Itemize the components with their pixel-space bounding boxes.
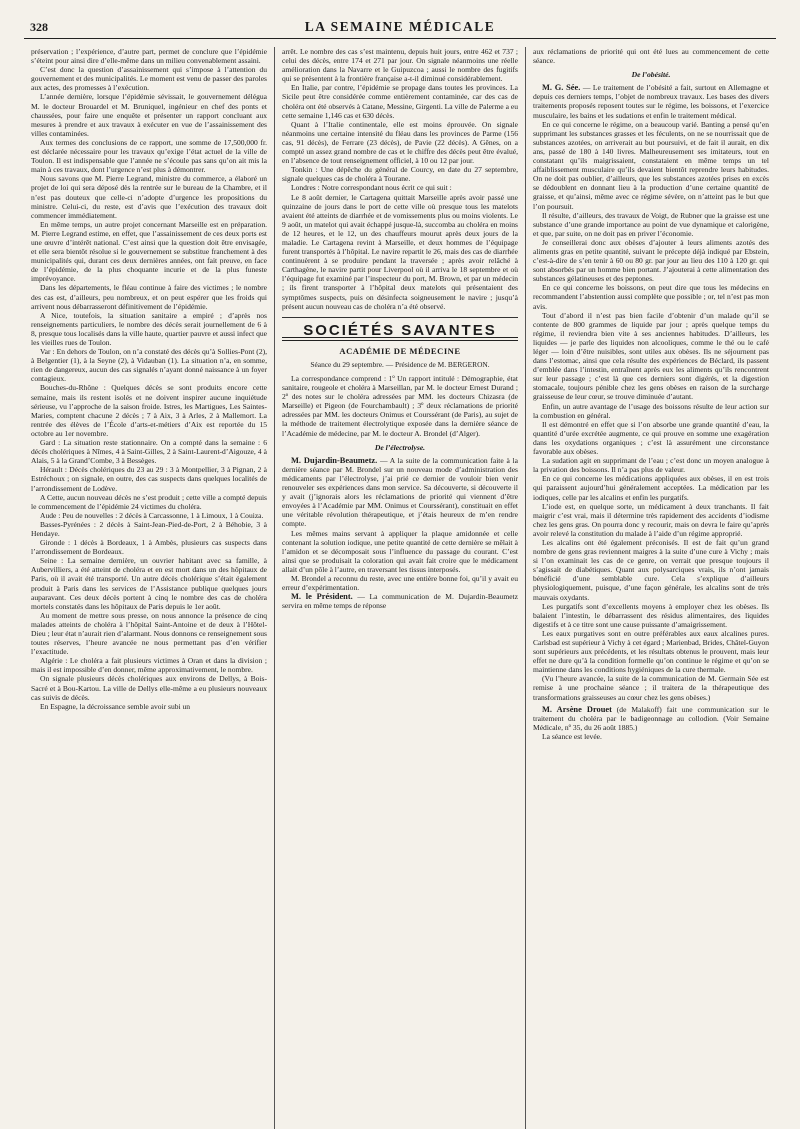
paragraph: C’est donc la question d’assainissement qui s’impose à l’attention du gouvernement et des municipalités. Le moment est venu de passer des paroles aux actes, des promesses à l’exécution. [31,65,267,93]
paragraph: (de Malakoff) fait une communication sur le traitement du choléra par le badigeonnage au collodion. (Voir Semaine Médicale, nº 35, du 26 août 1885.) [533,704,769,732]
paragraph: Le 8 août dernier, le Cartagena quittait Marseille après avoir passé une quinzaine de jours dans le port de cette ville où presque tous les matelots avaient été atteints de diarrhée et de vomissements plus ou moins violents. Le 9 août, un matelot qui avait échappé jusque-là, succomba au choléra en moins de 12 heures, et le 12, un des chauffeurs mourut après deux jours de la maladie. Le Cartagena revint à Marseille, et deux hommes de l’équipage furent transportés à l’hôpital. Le navire repartit le 26, mais des cas de diarrhée continuèrent à se produire pendant la traversée ; après avoir relâché à Carthagène, le navire partit pour Liverpool où il arriva le 18 septembre et où l’équipage fut examiné par l’inspecteur du port, M. Brown, et par un médecin ; ils firent transporter à l’hôpital deux matelots qui présentaient des symptômes suspects, puis on désinfecta soigneusement le navire ; jusqu’à présent aucun nouveau cas de choléra n’a été observé. [282,192,518,311]
speaker-dujardin: M. Dujardin-Beaumetz. [291,455,378,465]
subhead-electrolyse: De l’électrolyse. [374,442,426,452]
paragraph: arrêt. Le nombre des cas s’est maintenu, depuis huit jours, entre 462 et 737 ; celui des décès, entre 174 et 271 par jour. On signale néanmoins une réelle amélioration dans la Navarre et le Guipuzcoa ; aussi le nombre des fugitifs qui se présentent à la frontière française a-t-il diminué considérablement. [282,47,518,84]
paragraph: Var : En dehors de Toulon, on n’a constaté des décès qu’à Sollies-Pont (2), à Belgentier (1), à la Seyne (2), à Vidauban (1). La situation n’a, en somme, rien de dangereux, aucun des cas signalés n’ayant donné naissance à un foyer contagieux. [31,347,267,384]
paragraph: Aux termes des conclusions de ce rapport, une somme de 17,500,000 fr. est déclarée nécessaire pour les travaux qu’exige l’état actuel de la ville de Toulon. Il est indispensable que l’année ne s’écoule pas sans qu’on ait mis la main à ces travaux, dont l’urgence n’est plus à démontrer. [31,137,267,175]
columns [24,47,776,1129]
paragraph: aux réclamations de priorité qui ont été lues au commencement de cette séance. [533,47,769,66]
paragraph: Les alcalins ont été également préconisés. Il est de fait qu’un grand nombre de gens gras reviennent maigres à la suite d’une cure à Vichy ; mais si l’on examinait les cas de ce genre, on verrait que presque toujours il s’agissait de diabétiques. Quant aux polysarciques vrais, ils n’ont jamais bénéficié d’une semblable cure. Cela s’explique d’ailleurs physiologiquement, puisque, d’une façon générale, les alcalins sont de très mauvais oxydants. [533,537,769,602]
paragraph: On signale plusieurs décès cholériques aux environs de Dellys, à Bois-Sacré et à Bou-Kartou. La ville de Dellys elle-même a eu plusieurs nouveaux cas suivis de décès. [31,674,267,702]
paragraph: Seine : La semaine dernière, un ouvrier habitant avec sa famille, à Aubervilliers, a été atteint de choléra et en est mort dans un des hôpitaux de Paris, où il avait été transporté. Un autre décès cholérique s’était également produit à Paris dans les services de l’Assistance publique quelques jours auparavant. Ces deux décès portent à cinq le nombre des cas de choléra mortels constatés dans les hôpitaux de Paris depuis le 1er août. [31,556,267,611]
paragraph: préservation ; l’expérience, d’autre part, permet de conclure que l’épidémie s’éteint pour ainsi dire d’elle-même dans un milieu convenablement assaini. [31,47,267,66]
paragraph: — A la suite de la communication faite à la dernière séance par M. Brondel sur un nouveau mode d’administration des médicaments par l’électrolyse, j’ai prié ce dernier de vouloir bien venir renouveler ses expériences dans mon service. Sa découverte, si découverte il y avait (j’ignorais alors les réclamations de priorité qui viennent d’être envoyées à l’Académie par MM. Onimus et Courssérant), constituait en effet une véritable révolution thérapeutique, et j’étais heureux de m’en rendre compte. [282,455,518,529]
column-2 [274,47,525,1129]
paragraph: — Le traitement de l’obésité a fait, surtout en Allemagne et depuis ces derniers temps, l’objet de nombreux travaux. Les bases des divers traitements proposés reposent toutes sur le régime, les boissons, et l’exercice musculaire, les bains et les sudations et enfin le traitement médical. [533,83,769,120]
speaker-drouet: M. Arsène Drouet [542,704,612,714]
paragraph: En ce qui concerne les boissons, on peut dire que tous les médecins en recommandent l’abstention aussi complète que possible ; or, tel n’est pas mon avis. [533,283,769,311]
paragraph: Aude : Peu de nouvelles : 2 décès à Carcassonne, 1 à Limoux, 1 à Couiza. [40,510,264,520]
page-number: 328 [30,20,48,34]
paragraph: Il résulte, d’ailleurs, des travaux de Voigt, de Rubner que la graisse est une substance d’une grande importance au point de vue dynamique et calorigène, et que, par suite, on ne doit pas en priver l’économie. [533,210,769,238]
paragraph: Au moment de mettre sous presse, on nous annonce la présence de cinq malades atteints de choléra à l’hôpital Saint-Antoine et de deux à l’Hôtel-Dieu ; leur état n’aurait rien d’alarmant. Nous donnons ce renseignement sous toutes réserves, l’heure avancée ne nous permettant pas d’en vérifier l’exactitude. [31,610,267,657]
paragraph: L’année dernière, lorsque l’épidémie sévissait, le gouvernement délégua M. le docteur Brouardel et M. Bruniquel, ingénieur en chef des ponts et chaussées, pour faire une enquête et présenter un rapport concluant aux mesures à prendre et aux travaux à exécuter en vue de l’assainissement des villes contaminées. [31,92,267,138]
journal-title: LA SEMAINE MÉDICALE [304,19,496,34]
paragraph: Algérie : Le choléra a fait plusieurs victimes à Oran et dans la division ; mais il est impossible d’en donner, même approximativement, le nombre. [31,656,267,675]
paragraph: En Italie, par contre, l’épidémie se propage dans toutes les provinces. La Sicile peut être considérée comme entièrement contaminée, car des cas de choléra ont été observés à Catane, Messine, Girgenti. La ville de Palerme a eu cette semaine 1,146 cas et 630 décès. [282,83,518,120]
page-header [24,16,776,39]
paragraph: Bouches-du-Rhône : Quelques décès se sont produits encore cette semaine, mais ils restent isolés et ne doivent inspirer aucune inquiétude sérieuse, vu l’approche de la saison froide. Istres, les Martigues, Les Saintes-Maries, comptent chacune 2 décès ; 7 à Aix, 3 à Arles, 2 à Mallemort. La rentrée des élèves de l’École d’arts-et-métiers d’Aix est reportée du 15 octobre au 1er novembre. [31,383,267,438]
paragraph: (Vu l’heure avancée, la suite de la communication de M. Germain Sée est remise à une prochaine séance ; il traitera de la thérapeutique des transformations graisseuses au cœur chez les gens obèses.) [533,674,769,702]
speaker-president: M. le Président. [291,592,353,602]
paragraph: La correspondance comprend : 1º Un rapport intitulé : Démographie, état sanitaire, rougeole et choléra à Marseillan, par M. le docteur Ernest Durand ; 2º des notes sur le choléra adressées par MM. les docteurs Chizasra (de Marseille) et Pigeon (de Fourchambault) ; 3º deux réclamations de priorité adressées par MM. les docteurs Onimus et Courssérant (de Paris), au sujet de la méthode de traitement électrolytique exposée dans la dernière séance de l’Académie de médecine, par M. le docteur A. Brondel (d’Alger). [282,374,518,438]
paragraph: En ce qui concerne les médications appliquées aux obèses, il en est trois qui paraissent aujourd’hui généralement acceptées. La médication par les iodiques, celle par les alcalins et enfin les purgatifs. [533,474,769,502]
paragraph: Londres : Notre correspondant nous écrit ce qui suit : [291,183,452,193]
paragraph: — La communication de M. Dujardin-Beaumetz servira en même temps de réponse [282,592,519,611]
academy-title: ACADÉMIE DE MÉDECINE [339,345,461,356]
paragraph: Dans les départements, le fléau continue à faire des victimes ; le nombre des cas est, d’ailleurs, peu nombreux, et on peut espérer que les froids qui arrivent nous débarrasseront définitivement de l’épidémie. [31,283,267,311]
paragraph: En même temps, un autre projet concernant Marseille est en préparation. M. Pierre Legrand estime, en effet, que l’assainissement de ces deux ports est une œuvre d’intérêt national. C’est ainsi que la question doit être envisagée, et elle sera bientôt résolue si le gouvernement se substitue franchement à des municipalités qui, durant ces deux dernières années, ont fait preuve, en face de l’épidémie, de la plus choquante incurie et de la plus funeste imprévoyance. [31,219,267,284]
paragraph: Enfin, un autre avantage de l’usage des boissons résulte de leur action sur la combustion en général. [533,401,769,420]
column-1 [24,47,274,1129]
paragraph: En Espagne, la décroissance semble avoir subi un [40,701,191,711]
paragraph: Je conseillerai donc aux obèses d’ajouter à leurs aliments azotés des aliments gras en petite quantité, suivant le précepte déjà indiqué par Ebstein, c’est-à-dire de s’en tenir à 60 ou 80 gr. par jour au lieu des 110 à 120 gr. qui sont absorbés par un homme bien portant. J’ajouterai à cette alimentation des substances gélatineuses et des peptones. [533,237,769,284]
paragraph: Basses-Pyrénées : 2 décès à Saint-Jean-Pied-de-Port, 2 à Béhobie, 3 à Hendaye. [31,519,267,538]
section-divider [282,317,518,318]
paragraph: Il est démontré en effet que si l’on absorbe une grande quantité d’eau, la quantité d’urée excrétée augmente, ce qui prouve en somme une exagération dans les oxydations organiques ; c’est là assurément une circonstance favorable aux obèses. [533,419,769,457]
paragraph: Quant à l’Italie continentale, elle est moins éprouvée. On signale néanmoins une certaine intensité du fléau dans les provinces de Parme (156 cas, 91 décès), de Ferrare (23 décès), de Pavie (22 décès). A Gênes, on a compté un assez grand nombre de cas et le chiffre des décès peut être évalué, en l’absence de tout renseignement officiel, à 10 ou 12 par jour. [282,119,518,166]
paragraph: Les purgatifs sont d’excellents moyens à employer chez les obèses. Ils balaient l’intestin, le débarrassent des résidus alimentaires, des liquides digestifs et à ce titre sont une cause puissante d’amaigrissement. [533,601,769,629]
speaker-see: M. G. Sée. [542,83,581,93]
paragraph: Les eaux purgatives sont en outre préférables aux eaux alcalines pures. Carlsbad est supérieur à Vichy à cet égard ; Marienbad, Brides, Châtel-Guyon sont supérieurs aux précédents, et les résultats obtenus le prouvent, mais leur effet ne dure qu’à la condition formelle qu’on continue le régime et qu’on se maintienne dans les conditions hygiéniques de la cure thermale. [533,628,769,675]
session-line: Séance du 29 septembre. — Présidence de M. BERGERON. [310,359,490,369]
section-title: SOCIÉTÉS SAVANTES [303,321,497,339]
paragraph: En ce qui concerne le régime, on a beaucoup varié. Banting a pensé qu’en supprimant les substances grasses et les féculents, on ne se nourrissait que de substances azotées, on arriverait au but poursuivi, et de fait il aurait, en dix ans, passé de 180 à 140 livres. Malheureusement ses imitateurs, tout en constatant qu’ils maigrissaient, constataient en même temps un tel affaiblissement musculaire qu’ils devaient bientôt reprendre leurs habitudes. On ne doit pas oublier, d’ailleurs, que les substances azotées prises en excès se dédoublent en donnant lieu à la production d’une certaine quantité de graisse, et qu’ainsi, même avec ce régime sévère, on n’atteint pas le but que l’on poursuit. [533,119,769,211]
paragraph: Les mêmes mains servant à appliquer la plaque amidonnée et celle contenant la solution iodique, une petite quantité de cette dernière se mêlait à l’amidon et se décomposait sous l’influence du passage du courant. C’est ainsi que se produisait la coloration qui avait fait croire que le médicament allait d’un pôle à l’autre, en traversant les tissus interposés. [282,528,518,574]
column-3 [525,47,776,1129]
paragraph: Tonkin : Une dépêche du général de Courcy, en date du 27 septembre, signale quelques cas de choléra à Tourane. [282,165,518,184]
paragraph: A Nice, toutefois, la situation sanitaire a empiré ; d’après nos renseignements particuliers, le nombre des décès serait journellement de 6 à 8, presque tous localisés dans la ville haute, quartier pauvre et aussi infect que les vieilles rues de Toulon. [31,310,267,347]
subhead-obesite: De l’obésité. [631,70,671,80]
paragraph: Tout d’abord il n’est pas bien facile d’obtenir d’un malade qu’il se contente de 800 grammes de liquide par jour ; après quelque temps du régime, il reviendra bien vite à ses anciennes habitudes. D’ailleurs, les liquides — je parle des liquides non alcooliques, comme le thé ou le café léger — loin d’être nuisibles, sont utiles aux obèses. Ils ne séjournent pas dans l’estomac, ainsi que cela résulte des expériences de Béclard, ils passent d’emblée dans l’intestin, entraînent après eux les aliments qu’ils rencontrent sur leur passage ; c’est là que ces derniers sont digérés, et la digestion stomacale, toujours pénible chez les gens obèses en raison de la surcharge graisseuse de leur cœur, se trouve diminuée d’autant. [533,310,769,402]
paragraph: M. Brondel a reconnu du reste, avec une entière bonne foi, qu’il y avait eu erreur d’expérimentation. [282,573,518,593]
paragraph: L’iode est, en quelque sorte, un médicament à deux tranchants. Il fait maigrir c’est vrai, mais il détermine très rapidement des accidents d’iodisme chez les gens gras. On pourra donc y recourir, mais on devra le faire qu’après avoir relevé la constitution du malade à l’aide d’un régime approprié. [533,501,769,538]
paragraph: Nous savons que M. Pierre Legrand, ministre du commerce, a élaboré un projet de loi qui sera déposé dès la rentrée sur le bureau de la Chambre, et il n’est pas douteux que celle-ci n’adopte d’urgence les propositions du ministre. Celui-ci, du reste, est d’avis que l’exécution des travaux doit commencer immédiatement. [31,174,267,220]
paragraph: Gironde : 1 décès à Bordeaux, 1 à Ambès, plusieurs cas suspects dans l’arrondissement de Bordeaux. [31,538,267,557]
paragraph: Hérault : Décès cholériques du 23 au 29 : 3 à Montpellier, 3 à Pignan, 2 à Estréchoux ; on signale, en outre, des cas suspects dans quelques localités de l’arrondissement de Lodève. [31,465,267,493]
paragraph: Gard : La situation reste stationnaire. On a compté dans la semaine : 6 décès cholériques à Nîmes, 4 à Saint-Gilles, 2 à Saint-Laurent-d’Aigouze, 4 à Alais, 5 à la Grand’Combe, 3 à Bessèges. [31,438,267,466]
paragraph: A Cette, aucun nouveau décès ne s’est produit ; cette ville a compté depuis le commencement de l’épidémie 24 victimes du choléra. [31,492,267,511]
closing-line: La séance est levée. [542,731,602,741]
paragraph: La sudation agit en supprimant de l’eau ; c’est donc un moyen analogue à la privation des boissons. Il n’a pas plus de valeur. [533,456,769,475]
